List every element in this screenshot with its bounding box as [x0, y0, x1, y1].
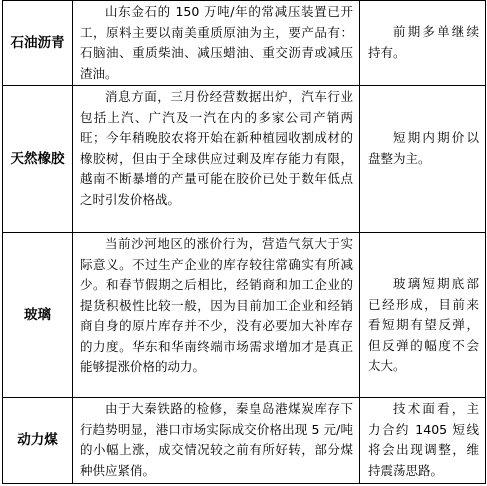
- commodity-outlook: [360, 1, 486, 86]
- commodity-name: 石油沥青: [3, 1, 73, 86]
- commodity-outlook: [360, 233, 486, 398]
- commodity-name: 玻璃: [3, 233, 73, 398]
- commodity-name: 动力煤: [3, 398, 73, 484]
- outlook-text: 前期多单继续持有。: [368, 24, 479, 60]
- analysis-text: 消息方面，三月份经营数据出炉，汽车行业包括上汽、广汽及一汽在内的多家公司产销两旺；今年稍晚胶农将开始在新种植园收割成材的橡胶树，但由于全球供应过剩及库存能力有限，越南不断暴增的产量可能在胶价已处于数年低点之时引发价格战。: [80, 89, 353, 207]
- table-row: [3, 86, 486, 233]
- table-row: [3, 1, 486, 86]
- outlook-text: 技术面看，主力合约 1405 短线将会出现调整，维持震荡思路。: [368, 401, 479, 478]
- commodity-analysis: [73, 1, 360, 86]
- commodity-table: [2, 0, 486, 484]
- outlook-text: 玻璃短期底部已经形成，目前来看短期有望反弹，但反弹的幅度不会太大。: [368, 276, 479, 373]
- analysis-text: 由于大秦铁路的检修，秦皇岛港煤炭库存下行趋势明显，港口市场实际成交价格出现 5 元/吨的小幅上涨，成交情况较之前有所好转，部分煤种供应紧俏。: [80, 401, 353, 478]
- commodity-name: 天然橡胶: [3, 86, 73, 233]
- analysis-text: 山东金石的 150 万吨/年的常减压装置已开工，原料主要以南美重质原油为主，要产品有：石脑油、重质柴油、减压蜡油、重交沥青或减压渣油。: [80, 4, 353, 81]
- table-row: [3, 233, 486, 398]
- commodity-outlook: [360, 398, 486, 484]
- outlook-text: 短期内期价以盘整为主。: [368, 130, 479, 166]
- analysis-text: 当前沙河地区的涨价行为，营造气氛大于实际意义。不过生产企业的库存较往常确实有所减少。和春节假期之后相比，经销商和加工企业的提货积极性比较一般，因为目前加工企业和经销商自身的原片库存并不少，没有必要加大补库存的力度。华东和华南终端市场需求增加才是真正能够提涨价格的动力。: [80, 236, 353, 374]
- table-row: [3, 398, 486, 484]
- commodity-analysis: [73, 86, 360, 233]
- commodity-analysis: [73, 233, 360, 398]
- commodity-outlook: [360, 86, 486, 233]
- commodity-analysis: [73, 398, 360, 484]
